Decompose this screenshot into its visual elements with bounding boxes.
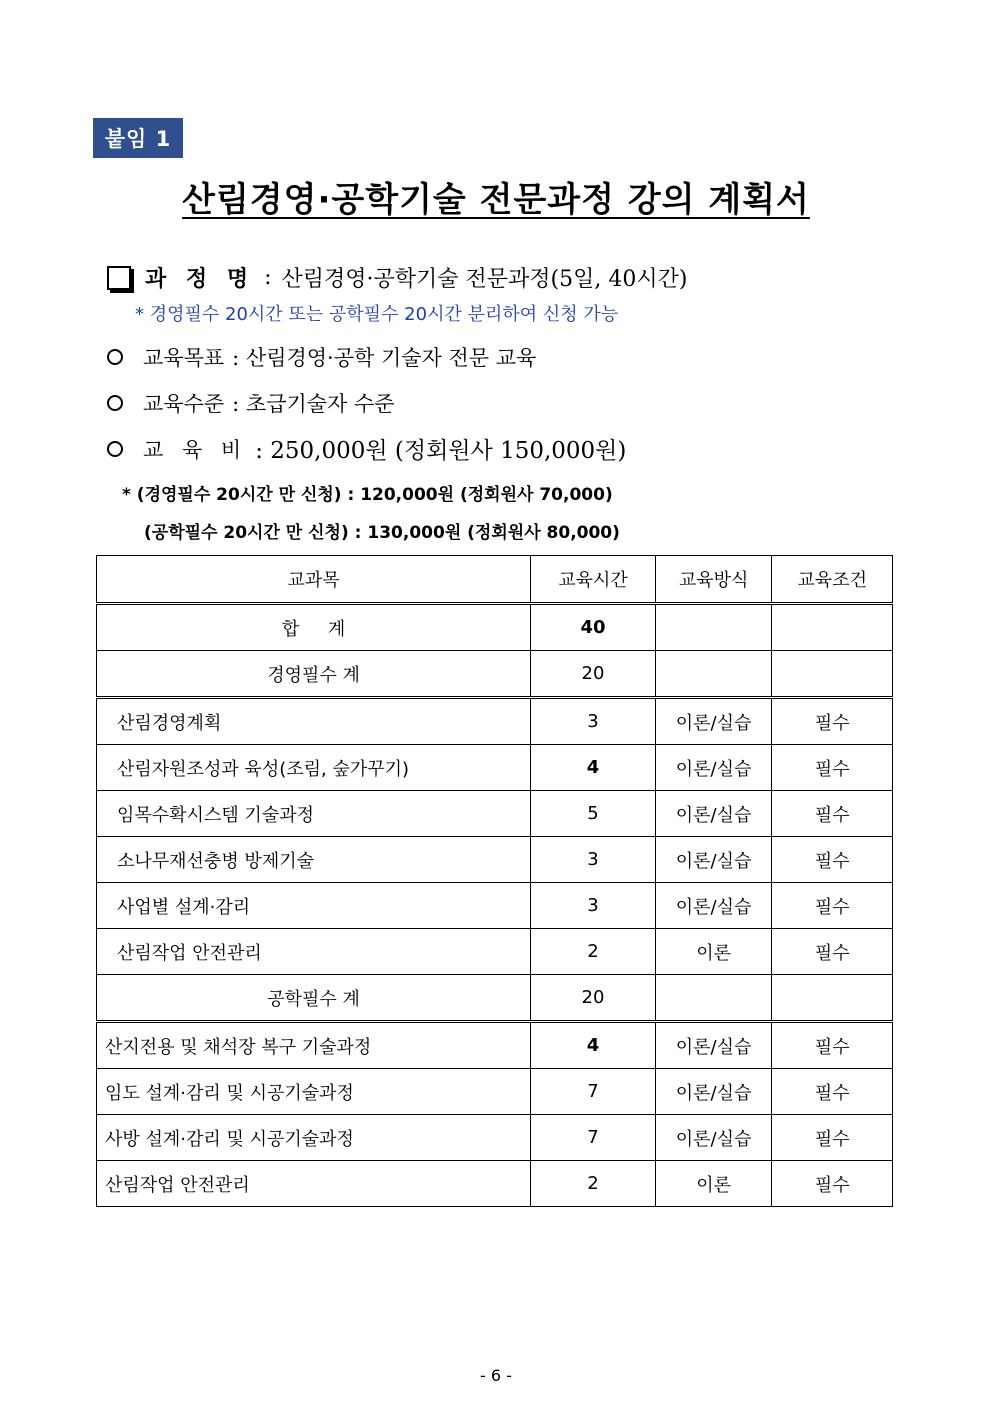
row-subject: 산지전용 및 채석장 복구 기술과정 [97,1022,531,1069]
row-hours: 4 [531,745,656,791]
course-name-value: 산림경영·공학기술 전문과정(5일, 40시간) [281,267,688,292]
engineering-subtotal-hours: 20 [531,975,656,1022]
table-row [97,837,893,883]
management-subtotal-hours: 20 [531,651,656,698]
row-method: 이론/실습 [655,791,772,837]
row-subject: 산림작업 안전관리 [97,1161,531,1207]
circle-bullet-icon [107,441,123,457]
table-row [97,883,893,929]
row-condition: 필수 [772,698,893,745]
page-number: - 6 - [480,1366,512,1385]
row-condition: 필수 [772,745,893,791]
row-hours: 7 [531,1115,656,1161]
table-row [97,1161,893,1207]
fee-line [107,432,626,465]
goal-value: : 산림경영·공학 기술자 전문 교육 [232,346,537,370]
engineering-subtotal-method [655,975,772,1022]
row-hours: 2 [531,929,656,975]
row-method: 이론/실습 [655,1022,772,1069]
row-condition: 필수 [772,1161,893,1207]
management-subtotal-method [655,651,772,698]
management-subtotal-condition [772,651,893,698]
goal-line [107,342,536,372]
row-hours: 5 [531,791,656,837]
level-line [107,388,395,418]
row-method: 이론/실습 [655,883,772,929]
table-row [97,1069,893,1115]
row-method: 이론/실습 [655,1115,772,1161]
document-title-text: 산림경영·공학기술 전문과정 강의 계획서 [182,180,810,220]
table-row [97,698,893,745]
row-condition: 필수 [772,1115,893,1161]
document-title [0,172,992,221]
header-method: 교육방식 [655,556,772,604]
row-condition: 필수 [772,791,893,837]
row-hours: 2 [531,1161,656,1207]
row-method: 이론 [655,929,772,975]
row-subject: 사업별 설계·감리 [97,883,531,929]
curriculum-table [96,555,893,1207]
table-row [97,1022,893,1069]
checkbox-square-icon [107,266,131,290]
row-hours: 7 [531,1069,656,1115]
level-label: 교육수준 [143,392,225,416]
attachment-badge: 붙임 1 [93,118,183,158]
row-hours: 3 [531,698,656,745]
row-condition: 필수 [772,837,893,883]
course-name-label: 과 정 명 [145,266,255,292]
row-condition: 필수 [772,1022,893,1069]
course-note: * 경영필수 20시간 또는 공학필수 20시간 분리하여 신청 가능 [135,304,619,325]
row-subject: 산림자원조성과 육성(조림, 숲가꾸기) [97,745,531,791]
total-hours: 40 [531,604,656,651]
course-name-line [107,262,687,293]
row-method: 이론/실습 [655,1069,772,1115]
header-hours: 교육시간 [531,556,656,604]
row-hours: 4 [531,1022,656,1069]
header-condition: 교육조건 [772,556,893,604]
row-subject: 임도 설계·감리 및 시공기술과정 [97,1069,531,1115]
goal-label: 교육목표 [143,346,225,370]
row-method: 이론/실습 [655,837,772,883]
course-name-separator: : [264,265,272,290]
row-method: 이론 [655,1161,772,1207]
table-row [97,791,893,837]
table-row [97,1115,893,1161]
row-subject: 산림작업 안전관리 [97,929,531,975]
total-condition [772,604,893,651]
engineering-subtotal-condition [772,975,893,1022]
row-subject: 산림경영계획 [97,698,531,745]
fee-value: : 250,000원 (정회원사 150,000원) [255,438,627,464]
circle-bullet-icon [107,349,123,365]
row-subject: 소나무재선충병 방제기술 [97,837,531,883]
circle-bullet-icon [107,395,123,411]
management-subtotal-subject: 경영필수 계 [97,651,531,698]
total-row [97,604,893,651]
row-method: 이론/실습 [655,698,772,745]
fee-note-management: * (경영필수 20시간 만 신청) : 120,000원 (정회원사 70,000) [122,485,613,505]
row-condition: 필수 [772,1069,893,1115]
table-row [97,929,893,975]
row-method: 이론/실습 [655,745,772,791]
row-condition: 필수 [772,929,893,975]
fee-note-engineering: (공학필수 20시간 만 신청) : 130,000원 (정회원사 80,000) [144,523,620,543]
row-hours: 3 [531,883,656,929]
total-method [655,604,772,651]
engineering-subtotal-row [97,975,893,1022]
row-subject: 사방 설계·감리 및 시공기술과정 [97,1115,531,1161]
row-hours: 3 [531,837,656,883]
row-condition: 필수 [772,883,893,929]
fee-label: 교 육 비 [143,437,248,462]
table-header-row [97,556,893,604]
total-subject: 합 계 [97,604,531,651]
management-subtotal-row [97,651,893,698]
engineering-subtotal-subject: 공학필수 계 [97,975,531,1022]
level-value: : 초급기술자 수준 [232,392,395,416]
header-subject: 교과목 [97,556,531,604]
row-subject: 임목수확시스템 기술과정 [97,791,531,837]
table-row [97,745,893,791]
